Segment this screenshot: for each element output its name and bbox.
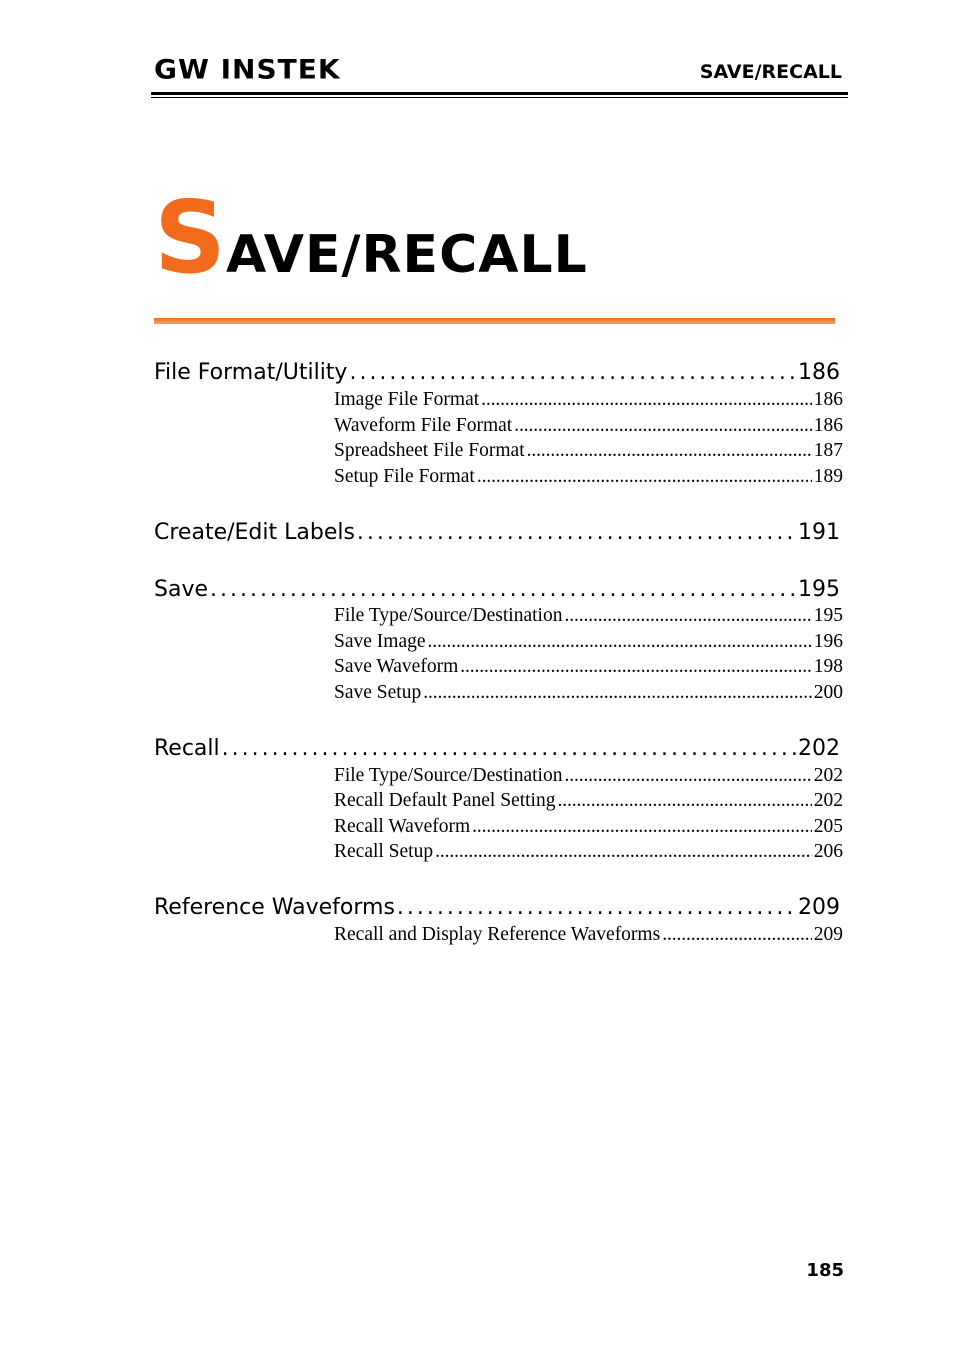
page-header <box>151 52 848 98</box>
toc-leader-dots <box>210 577 796 603</box>
toc-entry-title: Recall <box>154 736 220 761</box>
toc-subentry-title: Spreadsheet File Format <box>334 440 525 461</box>
toc-subentry-title: Setup File Format <box>334 466 475 487</box>
brand-logo: GW INSTEK <box>154 53 341 86</box>
toc-entry-page: 202 <box>798 736 840 761</box>
chapter-title-initial: S <box>154 179 227 296</box>
chapter-title <box>154 179 588 305</box>
toc-subentry[interactable] <box>334 604 843 628</box>
toc-subentry[interactable] <box>334 789 843 813</box>
toc-entry-title: Reference Waveforms <box>154 895 395 920</box>
toc-entry-page: 195 <box>798 577 840 602</box>
toc-leader-dots <box>222 736 796 762</box>
toc-leader-dots <box>477 465 812 489</box>
toc-subentry-title: File Type/Source/Destination <box>334 765 563 786</box>
toc-entry-reference-waveforms[interactable] <box>154 895 840 921</box>
toc-subentry-title: Recall Setup <box>334 841 434 862</box>
toc-leader-dots <box>662 923 812 947</box>
header-rule-thin <box>151 97 848 98</box>
toc-subentry-title: Recall Default Panel Setting <box>334 790 556 811</box>
toc-subentry[interactable] <box>334 681 843 705</box>
toc-subentry-title: File Type/Source/Destination <box>334 605 563 626</box>
toc-leader-dots <box>460 655 812 679</box>
toc-subentry-page: 189 <box>813 466 843 487</box>
toc-subentry[interactable] <box>334 630 843 654</box>
toc-subentry-page: 187 <box>813 440 843 461</box>
toc-subentry-page: 202 <box>813 765 843 786</box>
toc-subentry-page: 200 <box>813 682 843 703</box>
toc-leader-dots <box>428 630 812 654</box>
toc-subentry[interactable] <box>334 439 843 463</box>
toc-leader-dots <box>423 681 812 705</box>
chapter-divider <box>154 318 835 324</box>
toc-subentry-title: Image File Format <box>334 389 480 410</box>
toc-subentry[interactable] <box>334 388 843 412</box>
toc-leader-dots <box>557 789 811 813</box>
toc-entry-create-edit-labels[interactable] <box>154 520 840 546</box>
toc-subentry[interactable] <box>334 923 843 947</box>
toc-leader-dots <box>527 439 812 463</box>
toc-leader-dots <box>564 604 811 628</box>
toc-subentry-title: Save Setup <box>334 682 422 703</box>
toc-subentry[interactable] <box>334 655 843 679</box>
toc-entry-title: Save <box>154 577 209 602</box>
header-rule-thick <box>151 92 848 95</box>
toc-subentry[interactable] <box>334 815 843 839</box>
toc-entry-page: 209 <box>798 895 840 920</box>
toc-leader-dots <box>564 764 811 788</box>
toc-subentry-page: 209 <box>813 924 843 945</box>
toc-entry-page: 191 <box>798 520 840 545</box>
toc-leader-dots <box>481 388 812 412</box>
toc-entry-file-format-utility[interactable] <box>154 360 840 386</box>
toc-subentry-title: Save Waveform <box>334 656 459 677</box>
toc-entry-recall[interactable] <box>154 736 840 762</box>
running-section-title: SAVE/RECALL <box>699 61 842 83</box>
toc-entry-page: 186 <box>798 360 840 385</box>
toc-leader-dots <box>435 840 812 864</box>
toc-subentry[interactable] <box>334 414 843 438</box>
toc-subentry-page: 186 <box>813 389 843 410</box>
chapter-title-rest: AVE/RECALL <box>226 225 588 285</box>
toc-subentry-page: 202 <box>813 790 843 811</box>
toc-entry-title: Create/Edit Labels <box>154 520 355 545</box>
toc-subentry-page: 196 <box>813 631 843 652</box>
toc-subentry-page: 195 <box>813 605 843 626</box>
toc-subentry-title: Recall Waveform <box>334 816 471 837</box>
toc-subentry-page: 206 <box>813 841 843 862</box>
toc-subentry-page: 198 <box>813 656 843 677</box>
toc-leader-dots <box>514 414 812 438</box>
toc-leader-dots <box>472 815 812 839</box>
toc-subentry[interactable] <box>334 465 843 489</box>
toc-entry-title: File Format/Utility <box>154 360 348 385</box>
toc-subentry-title: Waveform File Format <box>334 415 513 436</box>
toc-subentry-title: Recall and Display Reference Waveforms <box>334 924 661 945</box>
toc-subentry[interactable] <box>334 764 843 788</box>
toc-subentry-page: 186 <box>813 415 843 436</box>
toc-entry-save[interactable] <box>154 577 840 603</box>
page-number: 185 <box>806 1260 844 1281</box>
toc-leader-dots <box>397 895 796 921</box>
toc-subentry[interactable] <box>334 840 843 864</box>
toc-leader-dots <box>349 360 796 386</box>
toc-subentry-title: Save Image <box>334 631 426 652</box>
toc-subentry-page: 205 <box>813 816 843 837</box>
toc-leader-dots <box>357 520 796 546</box>
